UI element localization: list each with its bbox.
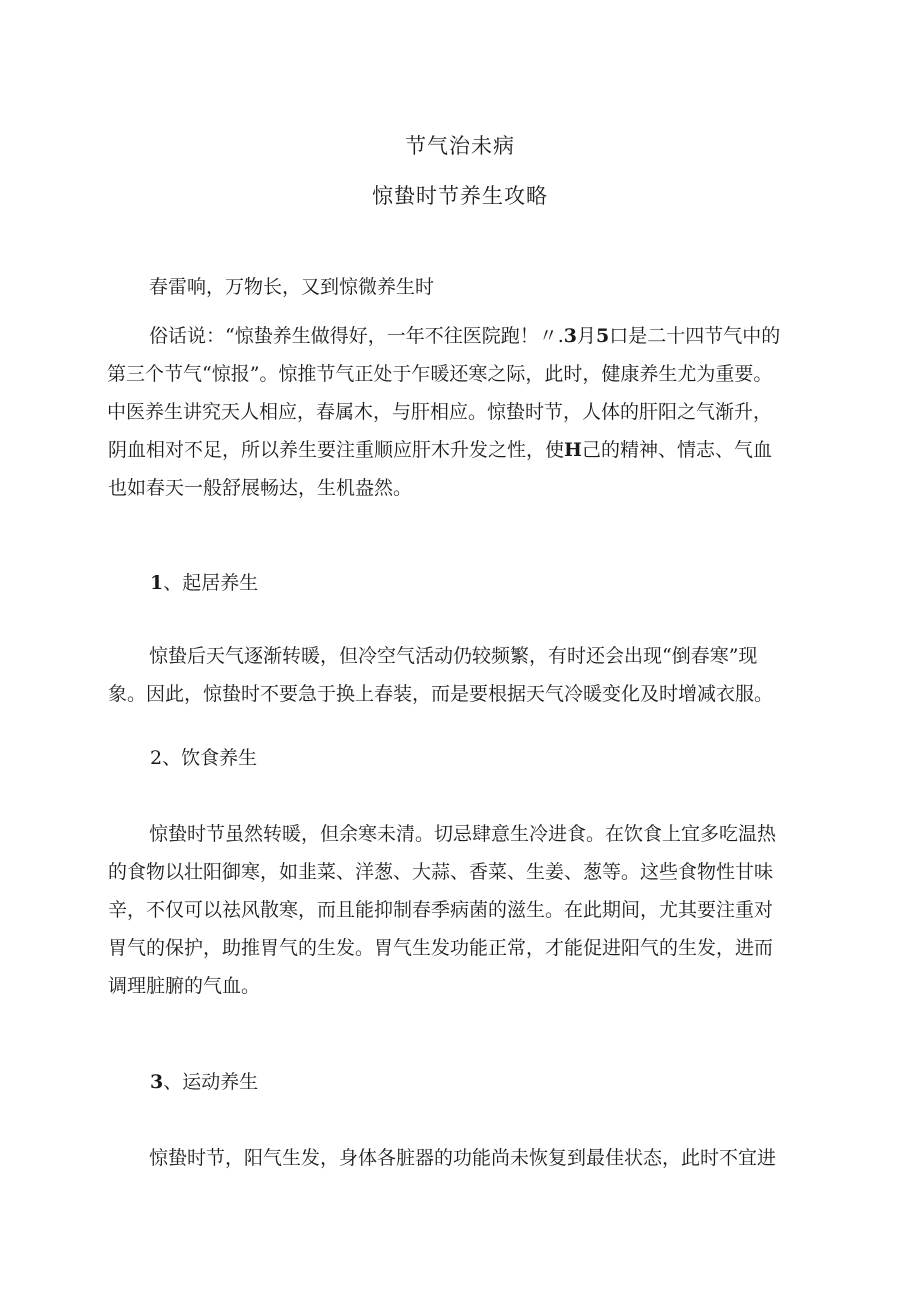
intro-body-line-4-c: 己的精神、情志、气血: [581, 439, 772, 461]
section-3-number: 3: [150, 1071, 164, 1093]
intro-paragraph: [108, 268, 820, 306]
section-2-line-4: 胃气的保护，助推胃气的生发。胃气生发功能正常，才能促进阳气的生发，进而: [108, 937, 774, 959]
section-3-line-1: 惊蛰时节，阳气生发，身体各脏器的功能尚未恢复到最佳状态，此时不宜进: [149, 1147, 777, 1169]
section-2-line-1: 惊蛰时节虽然转暖，但余寒未清。切忌肆意生冷进食。在饮食上宜多吃温热: [149, 823, 777, 845]
section-1-line-2: 象。因此，惊蛰时不要急于换上春装，而是要根据天气冷暖变化及时增减衣服。: [108, 683, 774, 705]
document-title: 节气治未病: [405, 134, 515, 158]
section-2-sep: 、: [162, 747, 182, 769]
section-2-line-2: 的食物以壮阳御寒，如韭菜、洋葱、大蒜、香菜、生姜、葱等。这些食物性甘味: [108, 861, 774, 883]
section-1-line-1: 惊蛰后天气逐渐转暖，但冷空气活动仍较频繁，有时还会出现“倒春寒”现: [149, 645, 758, 667]
document-subtitle: 惊蛰时节养生攻略: [372, 184, 548, 208]
intro-body-line-1: [108, 317, 820, 355]
intro-body-paragraph: [108, 317, 820, 507]
section-3-paragraph: [108, 1139, 820, 1177]
section-2-line-5: 调理脏腑的气血。: [108, 975, 261, 997]
section-2-title: 饮食养生: [181, 747, 258, 769]
section-1-title: 起居养生: [182, 572, 259, 594]
section-2-paragraph: [108, 815, 820, 1005]
intro-body-line-4: [108, 431, 820, 469]
section-2-line-3: 辛，不仅可以祛风散寒，而且能抑制春季病菌的滋生。在此期间，尤其要注重对: [108, 899, 774, 921]
date-month-char: 月: [577, 325, 597, 347]
section-1-heading: [150, 568, 258, 598]
proverb-text: 俗话说：“惊蛰养生做得好，一年不往医院跑！〃.: [149, 325, 564, 347]
intro-body-line-4-b: H: [564, 439, 582, 461]
date-day-num: 5: [596, 325, 610, 347]
section-2-number: 2: [150, 747, 163, 769]
section-1-paragraph: [108, 637, 820, 713]
intro-body-line-5: 也如春天一般舒展畅达，生机盎然。: [108, 477, 413, 499]
section-3-heading: [150, 1067, 258, 1097]
section-3-title: 运动养生: [182, 1071, 259, 1093]
intro-body-line-3: 中医养生讲究天人相应，春属木，与肝相应。惊蛰时节，人体的肝阳之气渐升，: [107, 401, 773, 423]
intro-line: 春雷响，万物长，又到惊微养生时: [149, 276, 435, 298]
section-2-heading: [150, 743, 257, 773]
section-1-number: 1: [150, 572, 164, 594]
section-1-sep: 、: [163, 572, 183, 594]
date-month-num: 3: [563, 325, 577, 347]
intro-body-text: 口是二十四节气中的: [609, 325, 781, 347]
intro-body-line-4-a: 阴血相对不足，所以养生要注重顺应肝木升发之性，使: [108, 439, 565, 461]
intro-body-line-2: 第三个节气“惊报”。惊推节气正处于乍暖还寒之际，此时，健康养生尤为重要。: [107, 363, 773, 385]
section-3-sep: 、: [163, 1071, 183, 1093]
